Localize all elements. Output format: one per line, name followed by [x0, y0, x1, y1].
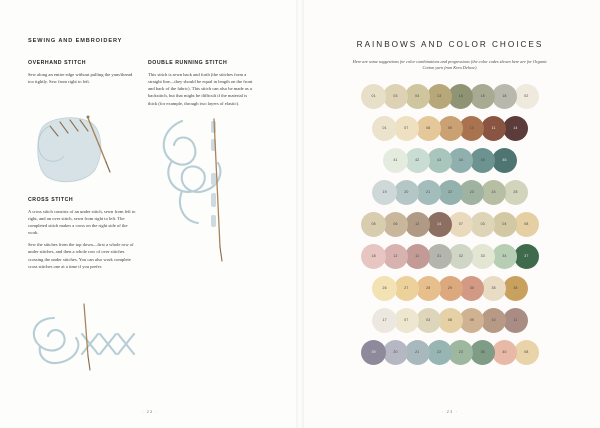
color-swatch-code: 38: [513, 286, 518, 290]
color-swatch: [383, 148, 408, 173]
page-subtitle: Here are some suggestions for color combinations and progressions (the color codes shown here are for Organic Cotton yarn from Krea Deluxe).: [352, 59, 548, 71]
color-swatch-code: 20: [393, 350, 398, 354]
color-swatch: [503, 308, 528, 333]
color-swatch-code: 02: [524, 94, 529, 98]
color-swatch-code: 03: [393, 94, 398, 98]
color-swatch: [372, 276, 397, 301]
section-title-cross-stitch: CROSS STITCH: [28, 197, 74, 203]
color-swatch: [416, 276, 441, 301]
color-swatch-code: 12: [393, 254, 398, 258]
section-overhand-stitch: [28, 60, 136, 90]
color-swatch-code: 45: [480, 158, 485, 162]
color-swatch-code: 07: [404, 126, 409, 130]
palette-row: [300, 304, 600, 336]
palette-row: [300, 272, 600, 304]
color-swatch: [427, 84, 452, 109]
color-swatch: [514, 84, 539, 109]
color-swatch: [481, 180, 506, 205]
color-swatch: [438, 180, 463, 205]
color-swatch-code: 11: [513, 318, 518, 322]
section-body-cross-stitch-1: A cross stitch consists of an under stitch, sewn from left to right, and an over stitch, sewn from right to left. The completed stitch makes a cross on the right side of the work.: [28, 208, 136, 236]
section-title-double-running: DOUBLE RUNNING STITCH: [148, 60, 228, 66]
color-swatch: [481, 308, 506, 333]
running-head: SEWING AND EMBROIDERY: [28, 38, 123, 44]
color-swatch: [405, 212, 430, 237]
right-page: [300, 0, 600, 428]
color-swatch-code: 11: [491, 126, 496, 130]
folio-right: · 23 ·: [441, 409, 459, 414]
color-swatch-code: 19: [382, 190, 387, 194]
color-swatch-code: 37: [524, 254, 529, 258]
color-swatch: [416, 116, 441, 141]
color-swatch: [383, 340, 408, 365]
color-swatch: [361, 340, 386, 365]
color-swatch-code: 07: [458, 222, 464, 226]
overhand-stitch-illustration: [24, 100, 142, 195]
color-swatch-code: 09: [447, 126, 453, 130]
color-swatch-code: 06: [393, 222, 398, 226]
color-swatch: [372, 308, 397, 333]
color-swatch-code: 10: [491, 318, 496, 322]
color-swatch: [372, 180, 397, 205]
color-swatch-code: 01: [382, 126, 387, 130]
color-swatch-code: 20: [404, 190, 409, 194]
color-swatch: [470, 148, 495, 173]
color-swatch-code: 11: [415, 254, 420, 258]
color-swatch-code: 18: [371, 254, 376, 258]
color-swatch-code: 08: [524, 350, 529, 354]
color-swatch-code: 17: [382, 318, 387, 322]
color-swatch-code: 26: [382, 286, 387, 290]
color-swatch: [448, 244, 473, 269]
color-swatch-code: 44: [458, 158, 464, 162]
color-swatch-code: 41: [393, 158, 398, 162]
section-double-running-stitch: [148, 60, 256, 111]
color-swatch-code: 08: [524, 222, 529, 226]
color-swatch: [470, 212, 495, 237]
palette-row: [300, 208, 600, 240]
color-swatch: [481, 116, 506, 141]
palette-row: [300, 144, 600, 176]
color-swatch: [405, 340, 430, 365]
color-swatch: [459, 308, 484, 333]
color-swatch-code: 30: [469, 286, 474, 290]
color-swatch-code: 27: [404, 286, 409, 290]
color-swatch: [427, 212, 452, 237]
color-swatch: [361, 244, 386, 269]
color-swatch-code: 14: [436, 222, 442, 226]
color-swatch-code: 28: [426, 286, 431, 290]
color-swatch-code: 23: [469, 190, 474, 194]
needle-icon: [214, 119, 222, 261]
color-swatch: [492, 84, 517, 109]
color-swatch-code: 23: [458, 350, 464, 354]
color-swatch-code: 34: [502, 254, 507, 258]
color-swatch: [361, 84, 386, 109]
color-swatch: [514, 212, 539, 237]
section-body-overhand: Sew along an entire edge without pulling the yarn/thread too tightly. Sew from right to left.: [28, 71, 133, 84]
color-swatch-code: 36: [480, 350, 485, 354]
color-swatch-code: 03: [480, 222, 485, 226]
color-swatch: [503, 180, 528, 205]
color-swatch-code: 10: [469, 126, 474, 130]
color-swatch-code: 33: [480, 254, 485, 258]
color-swatch: [459, 180, 484, 205]
color-swatch: [448, 84, 473, 109]
color-swatch-code: 39: [371, 350, 376, 354]
color-swatch-code: 22: [447, 190, 453, 194]
cross-stitch-illustration: [24, 300, 154, 380]
color-swatch-code: 42: [415, 158, 420, 162]
color-swatch: [361, 212, 386, 237]
color-swatch: [470, 244, 495, 269]
color-swatch-code: 29: [447, 286, 453, 290]
color-swatch: [514, 244, 539, 269]
color-swatch-code: 08: [426, 126, 431, 130]
color-swatch-code: 08: [447, 318, 453, 322]
color-swatch-code: 32: [458, 254, 464, 258]
color-swatch: [438, 276, 463, 301]
color-swatch-code: 35: [491, 286, 496, 290]
color-swatch: [383, 84, 408, 109]
color-swatch-code: 31: [436, 254, 442, 258]
color-swatch-code: 24: [491, 190, 496, 194]
color-swatch: [394, 116, 419, 141]
color-swatch: [448, 148, 473, 173]
color-swatch: [448, 212, 473, 237]
color-swatch-code: 01: [371, 94, 376, 98]
color-swatch: [438, 308, 463, 333]
color-swatch: [448, 340, 473, 365]
color-swatch-code: 25: [513, 190, 518, 194]
color-swatch: [492, 212, 517, 237]
color-swatch-code: 13: [436, 94, 442, 98]
palette-row: [300, 336, 600, 368]
color-swatch-code: 16: [458, 94, 464, 98]
color-swatch: [405, 148, 430, 173]
section-body-double-running: This stitch is sewn back and forth (the stitches form a straight line—they should be equal in length on the front and back of the fabric). This stitch can also be made as a backstitch, but that might be difficult if the material is thick (for example, through two layers of elastic).: [148, 71, 253, 106]
color-swatch: [383, 244, 408, 269]
color-swatch-code: 21: [415, 350, 420, 354]
color-swatch-code: 22: [436, 350, 442, 354]
color-swatch: [416, 180, 441, 205]
color-swatch: [492, 340, 517, 365]
palette-row: [300, 80, 600, 112]
palette-row: [300, 112, 600, 144]
color-swatch: [416, 308, 441, 333]
color-swatch: [405, 244, 430, 269]
color-swatch-code: 21: [426, 190, 431, 194]
color-swatch-code: 15: [480, 94, 485, 98]
color-swatch: [459, 276, 484, 301]
section-title-overhand: OVERHAND STITCH: [28, 60, 87, 66]
color-swatch-code: 18: [502, 94, 507, 98]
color-swatch: [405, 84, 430, 109]
color-swatch: [394, 276, 419, 301]
color-swatch: [470, 340, 495, 365]
color-swatch-code: 04: [415, 94, 420, 98]
color-swatch: [438, 116, 463, 141]
color-swatch: [481, 276, 506, 301]
color-swatch: [383, 212, 408, 237]
folio-left: · 22 ·: [141, 409, 159, 414]
color-swatch-code: 03: [426, 318, 431, 322]
color-swatch-code: 09: [469, 318, 474, 322]
color-swatch-code: 40: [502, 350, 507, 354]
color-swatch: [514, 340, 539, 365]
color-swatch: [470, 84, 495, 109]
color-swatch: [427, 148, 452, 173]
color-swatch: [492, 244, 517, 269]
palette-rows: [300, 80, 600, 368]
palette-row: [300, 176, 600, 208]
section-cross-stitch: [28, 197, 136, 275]
double-running-stitch-illustration: [148, 115, 258, 275]
color-swatch-code: 14: [513, 126, 518, 130]
color-swatch-code: 43: [436, 158, 442, 162]
palette-row: [300, 240, 600, 272]
color-swatch: [503, 276, 528, 301]
color-swatch: [427, 244, 452, 269]
color-swatch-code: 12: [415, 222, 420, 226]
color-swatch-code: 05: [371, 222, 376, 226]
page-title: RAINBOWS AND COLOR CHOICES: [356, 40, 544, 49]
color-swatch: [492, 148, 517, 173]
color-swatch-code: 04: [502, 222, 507, 226]
color-swatch-code: 46: [502, 158, 507, 162]
color-swatch: [503, 116, 528, 141]
color-swatch: [394, 308, 419, 333]
section-body-cross-stitch-2: Sew the stitches from the top down—first a whole row of under stitches, and then a whole row of over stitches crossing the under stitches. You can also work complete cross stitches one at a time if you prefer.: [28, 242, 134, 269]
color-swatch: [372, 116, 397, 141]
color-swatch: [427, 340, 452, 365]
color-swatch-code: 07: [404, 318, 409, 322]
color-swatch: [459, 116, 484, 141]
color-swatch: [394, 180, 419, 205]
